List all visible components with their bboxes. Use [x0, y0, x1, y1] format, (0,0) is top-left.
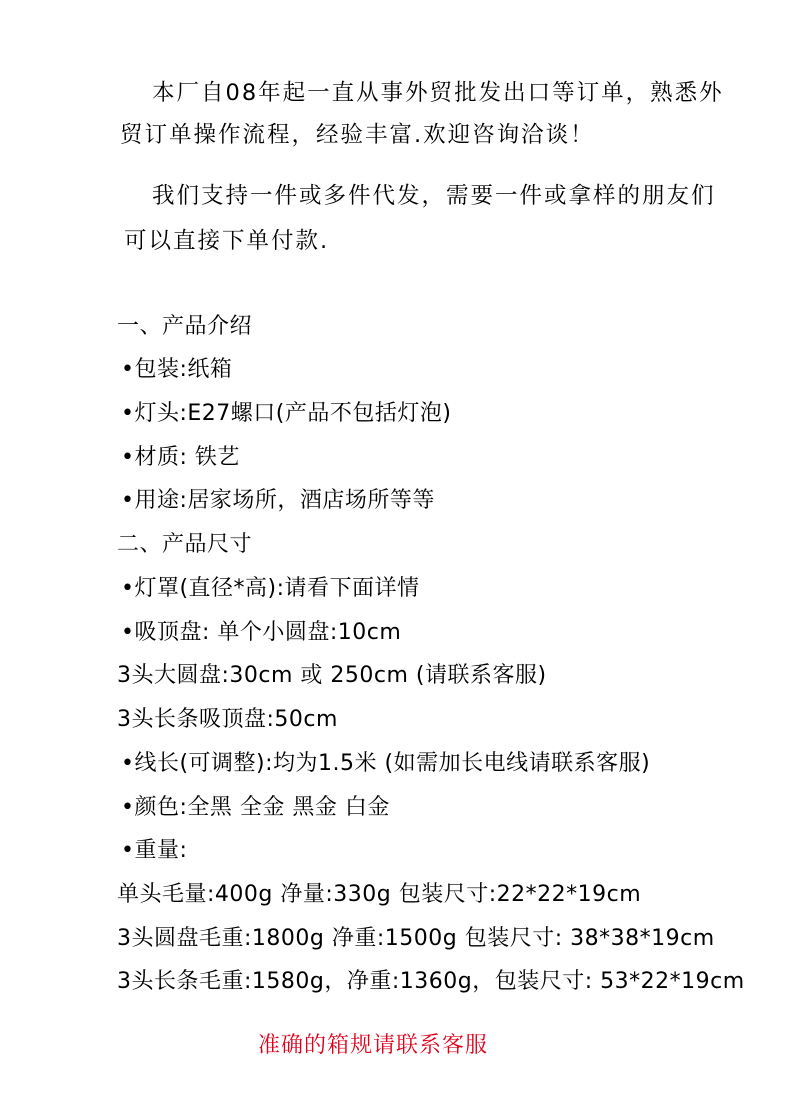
- product-size-heading: 二、产品尺寸: [117, 532, 253, 557]
- intro-paragraph-1-line-2: 贸订单操作流程，经验丰富.欢迎咨询洽谈！: [120, 122, 595, 148]
- intro-paragraph-2-line-1: 我们支持一件或多件代发，需要一件或拿样的朋友们: [152, 183, 716, 209]
- intro-paragraph-1-line-1: 本厂自08年起一直从事外贸批发出口等订单，熟悉外: [152, 80, 724, 106]
- spec-packaging: •包装:纸箱: [121, 357, 233, 382]
- weight-single-head: 单头毛量:400g 净量:330g 包装尺寸:22*22*19cm: [117, 882, 642, 907]
- size-cable-length: •线长(可调整):均为1.5米 (如需加长电线请联系客服): [121, 751, 651, 776]
- size-canopy-small: •吸顶盘: 单个小圆盘:10cm: [121, 620, 402, 645]
- spec-lamp-base: •灯头:E27螺口(产品不包括灯泡): [121, 401, 452, 426]
- intro-paragraph-2-line-2: 可以直接下单付款.: [124, 228, 330, 254]
- size-canopy-3head-round: 3头大圆盘:30cm 或 250cm (请联系客服): [117, 663, 547, 688]
- spec-usage: •用途:居家场所，酒店场所等等: [121, 488, 435, 513]
- size-colors: •颜色:全黑 全金 黑金 白金: [121, 795, 390, 820]
- product-intro-heading: 一、产品介绍: [117, 314, 253, 339]
- size-weight-heading: •重量:: [121, 838, 188, 863]
- footer-note: 准确的箱规请联系客服: [258, 1033, 489, 1058]
- size-canopy-3head-bar: 3头长条吸顶盘:50cm: [117, 707, 338, 732]
- weight-3head-round: 3头圆盘毛重:1800g 净重:1500g 包装尺寸: 38*38*19cm: [117, 926, 715, 951]
- weight-3head-bar: 3头长条毛重:1580g，净重:1360g，包装尺寸: 53*22*19cm: [117, 969, 745, 994]
- spec-material: •材质: 铁艺: [121, 445, 240, 470]
- size-shade: •灯罩(直径*高):请看下面详情: [121, 576, 420, 601]
